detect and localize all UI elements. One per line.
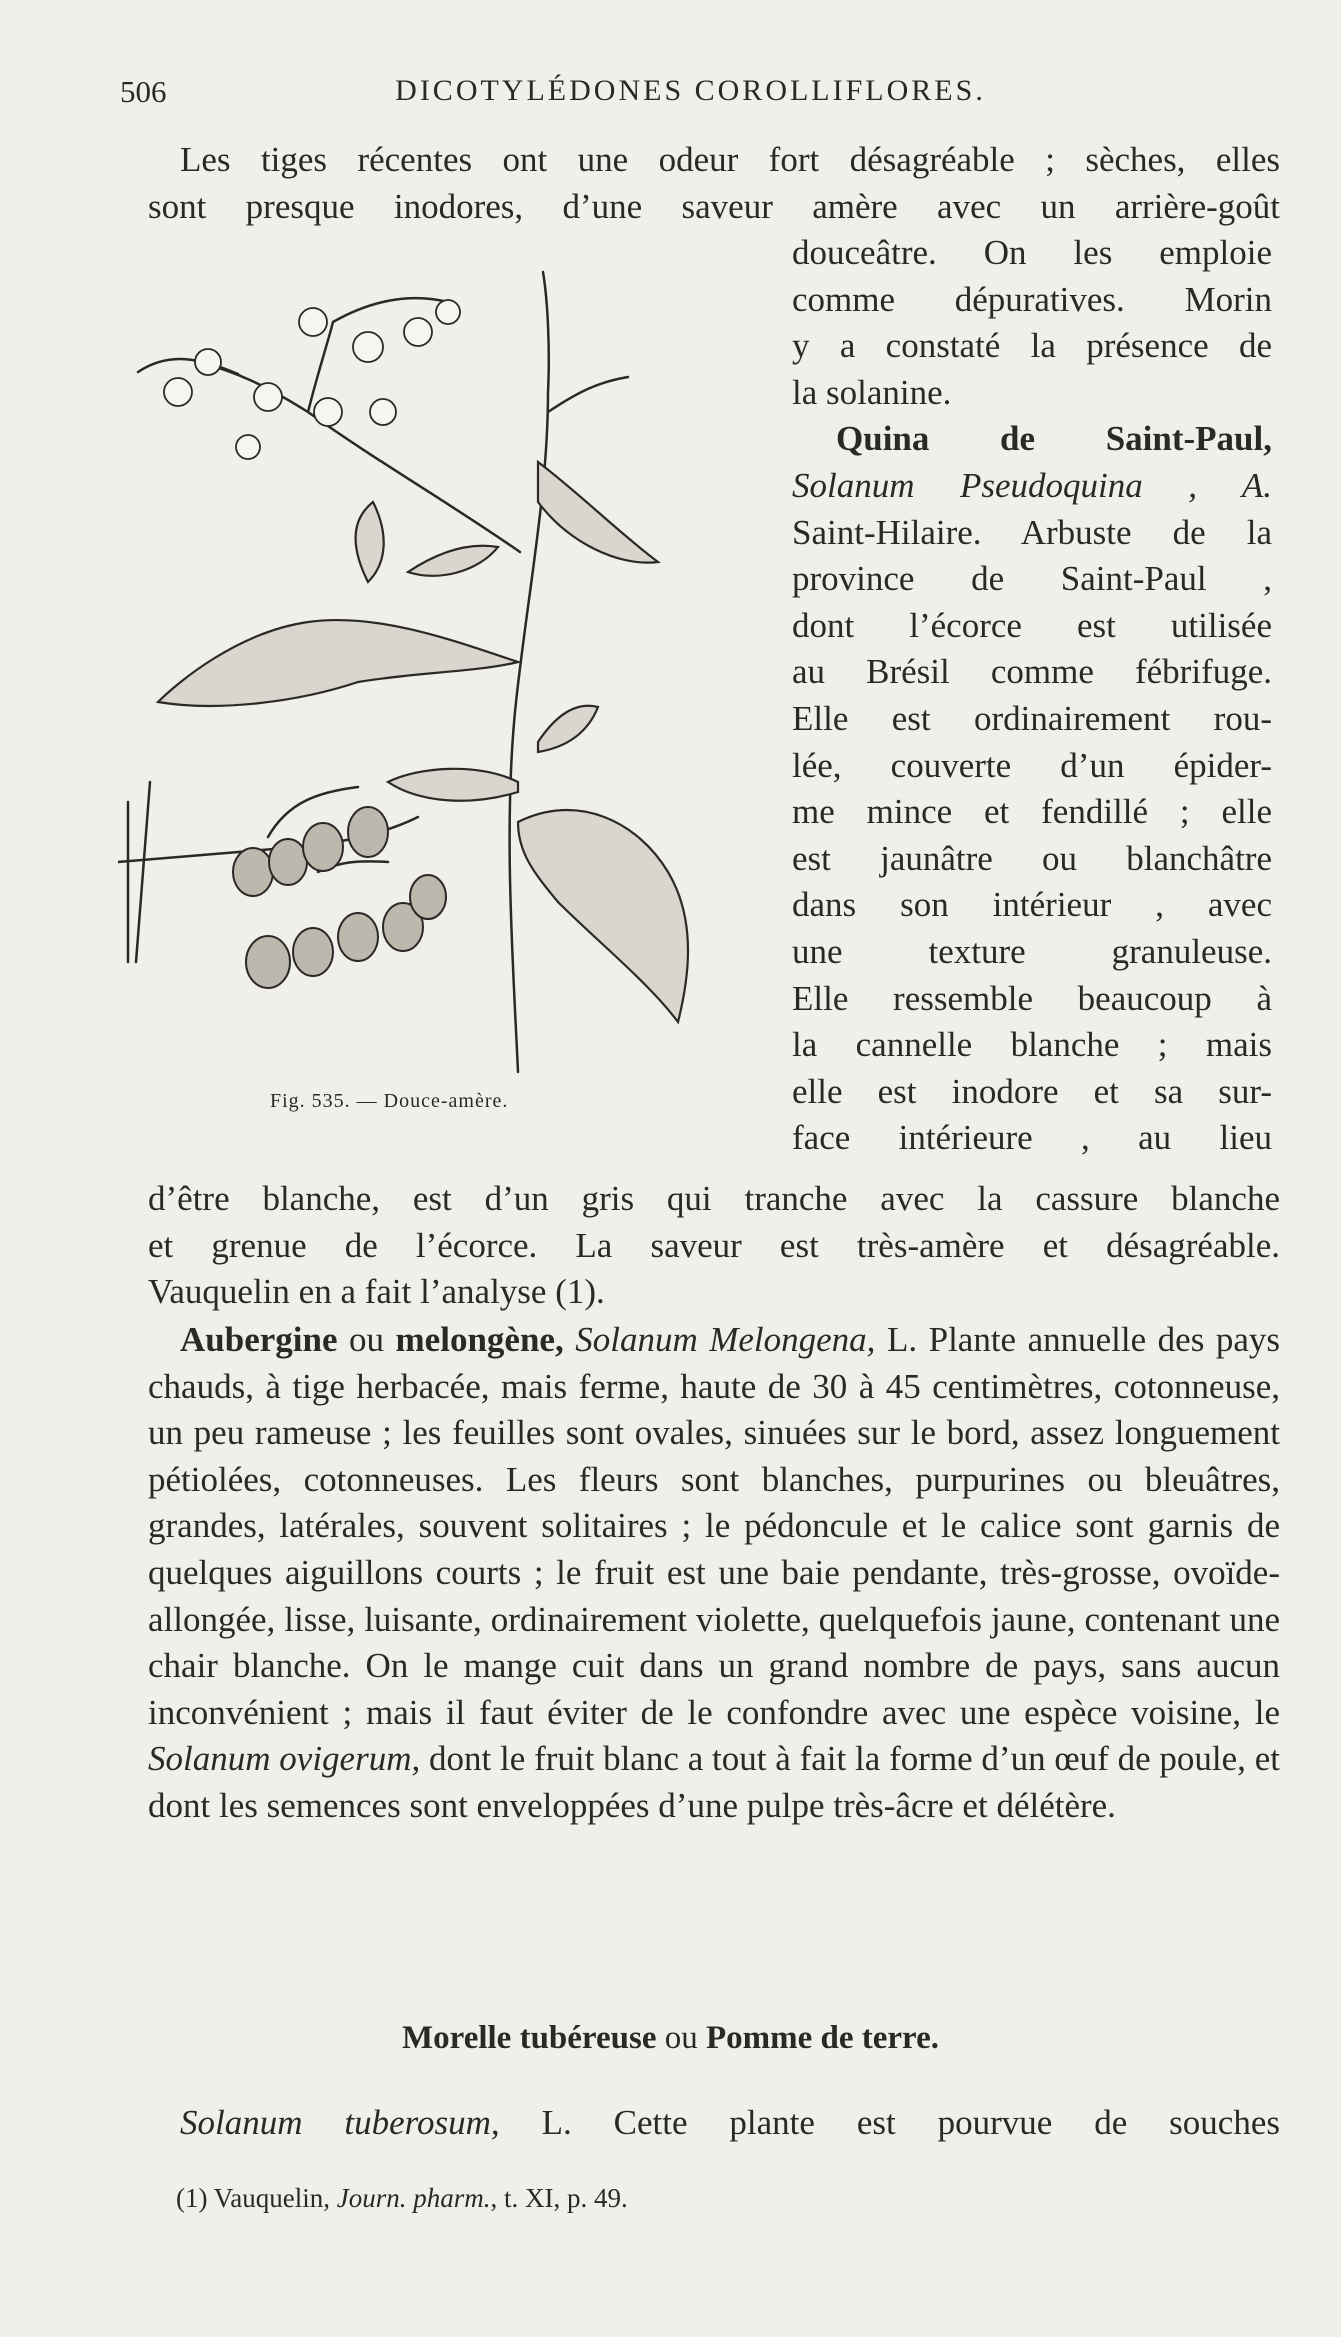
wrap-line: comme dépuratives. Morin [792, 279, 1272, 319]
wrap-line: la solanine. [792, 372, 952, 412]
continuation-text [148, 1176, 1280, 1316]
continuation-line-3: Vauquelin en a fait l’analyse (1). [148, 1272, 605, 1312]
quina-line [792, 463, 1272, 510]
quina-line: au Brésil comme fébrifuge. [792, 652, 1272, 692]
quina-heading [792, 416, 1272, 463]
subheading-conj: ou [656, 2020, 706, 2056]
continuation-line-1: d’être blanche, est d’un gris qui tranche avec la cassure blanche [148, 1179, 1280, 1218]
tuberosum-paragraph [148, 2100, 1280, 2147]
intro-line-2: sont presque inodores, d’une saveur amère avec un arrière-goût [148, 186, 1280, 226]
quina-title: Quina de Saint-Paul, [836, 419, 1272, 459]
aubergine-conj: ou [337, 1320, 396, 1359]
wrap-column [792, 230, 1272, 1162]
aubergine-text: L. Plante annuelle des pays chauds, à tige herbacée, mais ferme, haute de 30 à 45 centimètres, cotonneuse, un peu rameuse ; les feuilles sont ovales, sinuées sur le bord, assez longuement pétiolées, cotonneuses. Les fleurs sont blanches, purpurines ou bleuâtres, grandes, latérales, souvent solitaires ; le pédoncule et le calice sont garnis de quelques aiguillons courts ; le fruit est une baie pendante, très-grosse, ovoïde-allongée, lisse, luisante, ordinairement violette, quelquefois jaune, contenant une chair blanche. On le mange cuit dans un grand nombre de pays, sans aucun inconvénient ; mais il faut éviter de le confondre avec une espèce voisine, le [148, 1320, 1280, 1732]
tuberosum-text: L. Cette plante est pourvue de souches [499, 2103, 1280, 2142]
quina-species: Solanum Pseudoquina , A. [792, 465, 1272, 505]
aubergine-title-2: melongène, [395, 1320, 564, 1359]
quina-line: lée, couverte d’un épider- [792, 745, 1272, 785]
quina-line: dans son intérieur , avec [792, 885, 1272, 925]
douce-amere-illustration [118, 262, 768, 1082]
tuberosum-species: Solanum tuberosum, [180, 2103, 500, 2142]
footnote-author: Vauquelin, [207, 2183, 337, 2213]
aubergine-text-2: dont le fruit blanc a tout à fait la forme d’un œuf de poule, et dont les semences sont enveloppées d’une pulpe très-âcre et délétère. [148, 1739, 1280, 1825]
continuation-line-2: et grenue de l’écorce. La saveur est très-amère et désagréable. [148, 1225, 1280, 1265]
quina-line: une texture granuleuse. [792, 931, 1272, 971]
quina-line: province de Saint-Paul , [792, 559, 1272, 599]
subheading-part-1: Morelle tubéreuse [402, 2020, 657, 2056]
footnote [176, 2183, 628, 2214]
intro-line-1: Les tiges récentes ont une odeur fort désagréable ; sèches, elles [180, 140, 1280, 179]
footnote-journal: Journ. pharm. [336, 2183, 491, 2213]
figure-caption: Fig. 535. — Douce-amère. [270, 1090, 509, 1112]
footnote-marker: (1) [176, 2183, 208, 2213]
aubergine-species-2: Solanum ovigerum, [148, 1739, 421, 1779]
quina-line: elle est inodore et sa sur- [792, 1071, 1272, 1111]
intro-text [148, 137, 1280, 230]
page-number: 506 [120, 74, 167, 109]
quina-line: la cannelle blanche ; mais [792, 1025, 1272, 1065]
running-head [120, 74, 1261, 114]
wrap-line: y a constaté la présence de [792, 326, 1272, 366]
quina-line: face intérieure , au lieu [792, 1118, 1272, 1158]
quina-line: Elle ressemble beaucoup à [792, 978, 1272, 1018]
footnote-ref: , t. XI, p. 49. [490, 2183, 628, 2213]
aubergine-paragraph [148, 1317, 1280, 1830]
subheading-part-2: Pomme de terre. [705, 2020, 939, 2056]
quina-line: est jaunâtre ou blanchâtre [792, 838, 1272, 878]
quina-line: Saint-Hilaire. Arbuste de la [792, 512, 1272, 552]
quina-line: dont l’écorce est utilisée [792, 605, 1272, 645]
aubergine-species: Solanum Melongena, [575, 1320, 876, 1359]
section-title: DICOTYLÉDONES COROLLIFLORES. [395, 74, 986, 107]
subheading [0, 2020, 1341, 2057]
quina-line: me mince et fendillé ; elle [792, 792, 1272, 832]
aubergine-title: Aubergine [180, 1320, 338, 1359]
quina-line: Elle est ordinairement rou- [792, 698, 1272, 738]
wrap-line: douceâtre. On les emploie [792, 233, 1272, 272]
